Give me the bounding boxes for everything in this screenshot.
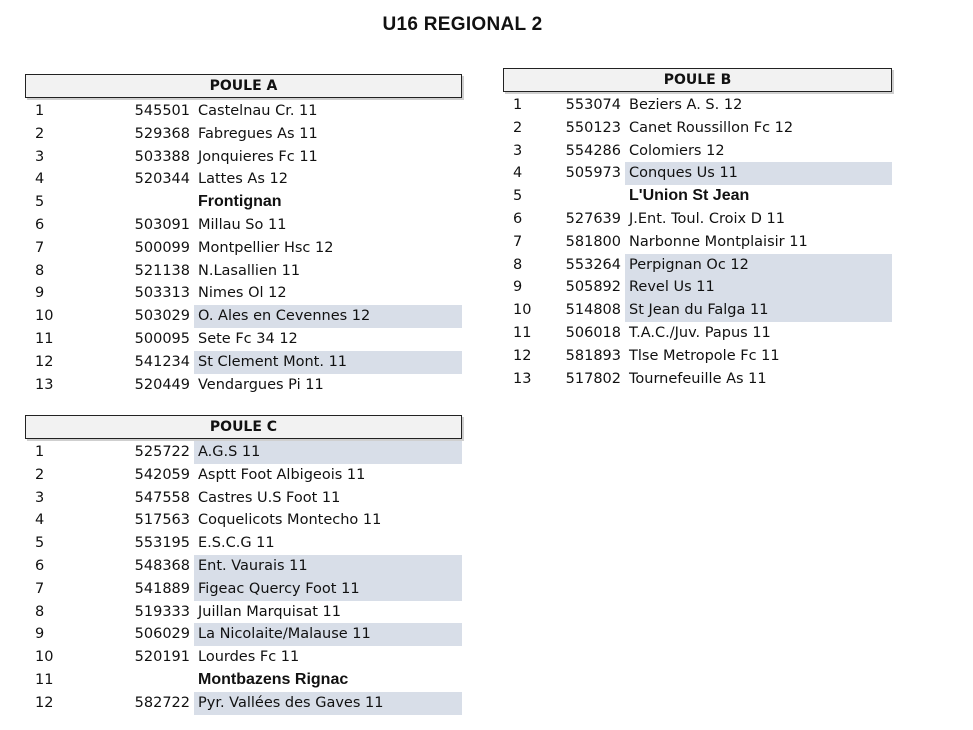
table-row xyxy=(25,260,462,283)
table-row xyxy=(503,345,892,368)
club-code: 514808 xyxy=(565,302,621,319)
row-number: 9 xyxy=(513,279,523,296)
row-number: 6 xyxy=(513,210,523,227)
club-code: 521138 xyxy=(134,262,190,279)
table-row xyxy=(25,555,462,578)
table-row xyxy=(25,351,462,374)
table-row xyxy=(25,374,462,397)
club-name: L'Union St Jean xyxy=(629,187,750,205)
club-code: 506029 xyxy=(134,626,190,643)
table-row xyxy=(503,368,892,391)
row-number: 10 xyxy=(513,302,532,319)
club-code: 550123 xyxy=(565,119,621,136)
club-code: 505892 xyxy=(565,279,621,296)
table-row xyxy=(503,254,892,277)
club-name: Lourdes Fc 11 xyxy=(198,649,300,666)
club-code: 519333 xyxy=(134,603,190,620)
row-number: 9 xyxy=(35,285,45,302)
table-row xyxy=(25,305,462,328)
club-code: 503091 xyxy=(134,216,190,233)
club-code: 541234 xyxy=(134,353,190,370)
row-number: 3 xyxy=(35,148,45,165)
club-code: 517563 xyxy=(134,512,190,529)
club-code: 553264 xyxy=(565,256,621,273)
club-name: Vendargues Pi 11 xyxy=(198,376,324,393)
table-row xyxy=(503,162,892,185)
table-row xyxy=(25,328,462,351)
table-row xyxy=(25,464,462,487)
club-code: 541889 xyxy=(134,580,190,597)
club-name: Castres U.S Foot 11 xyxy=(198,489,341,506)
club-name: Colomiers 12 xyxy=(629,142,725,159)
club-code: 500095 xyxy=(134,330,190,347)
table-row xyxy=(25,123,462,146)
club-name: Juillan Marquisat 11 xyxy=(198,603,341,620)
row-number: 1 xyxy=(35,444,45,460)
row-number: 13 xyxy=(35,376,54,393)
row-number: 11 xyxy=(35,330,54,347)
row-number: 8 xyxy=(35,262,45,279)
club-code: 503029 xyxy=(134,308,190,325)
club-name: Pyr. Vallées des Gaves 11 xyxy=(194,692,462,715)
club-name: Canet Roussillon Fc 12 xyxy=(629,119,794,136)
club-name: Coquelicots Montecho 11 xyxy=(198,512,382,529)
club-name: Lattes As 12 xyxy=(198,171,288,188)
club-code: 529368 xyxy=(134,125,190,142)
table-row xyxy=(25,214,462,237)
row-number: 4 xyxy=(35,171,45,188)
club-name: Castelnau Cr. 11 xyxy=(198,103,318,119)
row-number: 13 xyxy=(513,370,532,387)
table-row xyxy=(25,692,462,715)
table-row xyxy=(25,487,462,510)
club-name: St Clement Mont. 11 xyxy=(194,351,462,374)
table-row xyxy=(503,94,892,117)
table-row xyxy=(25,646,462,669)
row-number: 1 xyxy=(35,103,45,119)
table-row xyxy=(503,231,892,254)
table-row xyxy=(25,578,462,601)
club-name: Tournefeuille As 11 xyxy=(629,370,767,387)
row-number: 7 xyxy=(35,580,45,597)
club-name: St Jean du Falga 11 xyxy=(625,299,892,322)
poule-b-rows xyxy=(503,92,892,390)
row-number: 8 xyxy=(513,256,523,273)
club-code: 520449 xyxy=(134,376,190,393)
club-code: 548368 xyxy=(134,557,190,574)
row-number: 9 xyxy=(35,626,45,643)
club-name: Fabregues As 11 xyxy=(198,125,318,142)
club-code: 527639 xyxy=(565,210,621,227)
row-number: 2 xyxy=(35,125,45,142)
table-row xyxy=(503,276,892,299)
table-row xyxy=(25,146,462,169)
club-code: 517802 xyxy=(565,370,621,387)
club-name: Frontignan xyxy=(198,193,282,211)
row-number: 10 xyxy=(35,308,54,325)
row-number: 5 xyxy=(513,188,523,205)
club-name: Conques Us 11 xyxy=(625,162,892,185)
club-name: T.A.C./Juv. Papus 11 xyxy=(629,324,771,341)
club-code: 582722 xyxy=(134,694,190,711)
row-number: 2 xyxy=(513,119,523,136)
row-number: 8 xyxy=(35,603,45,620)
row-number: 7 xyxy=(513,233,523,250)
row-number: 6 xyxy=(35,216,45,233)
row-number: 11 xyxy=(35,671,54,688)
table-row xyxy=(25,191,462,214)
table-row xyxy=(25,509,462,532)
table-row xyxy=(503,140,892,163)
club-name: Narbonne Montplaisir 11 xyxy=(629,233,808,250)
club-name: Sete Fc 34 12 xyxy=(198,330,298,347)
club-name: Beziers A. S. 12 xyxy=(629,97,743,113)
club-name: Nimes Ol 12 xyxy=(198,285,287,302)
table-row xyxy=(503,117,892,140)
table-row xyxy=(503,299,892,322)
row-number: 5 xyxy=(35,194,45,211)
club-name: Jonquieres Fc 11 xyxy=(198,148,318,165)
row-number: 12 xyxy=(513,347,532,364)
club-name: Millau So 11 xyxy=(198,216,287,233)
row-number: 4 xyxy=(35,512,45,529)
row-number: 12 xyxy=(35,353,54,370)
row-number: 6 xyxy=(35,557,45,574)
club-name: La Nicolaite/Malause 11 xyxy=(194,623,462,646)
poule-b-table xyxy=(503,68,892,390)
club-name: Tlse Metropole Fc 11 xyxy=(629,347,780,364)
club-code: 553195 xyxy=(134,535,190,552)
row-number: 7 xyxy=(35,239,45,256)
club-name: Montpellier Hsc 12 xyxy=(198,239,334,256)
club-name: Revel Us 11 xyxy=(625,276,892,299)
club-name: A.G.S 11 xyxy=(194,441,462,464)
club-code: 520344 xyxy=(134,171,190,188)
poule-b-header: POULE B xyxy=(503,68,892,92)
row-number: 3 xyxy=(513,142,523,159)
table-row xyxy=(25,441,462,464)
page-title: U16 REGIONAL 2 xyxy=(382,14,543,35)
club-code: 505973 xyxy=(565,165,621,182)
poule-c-rows xyxy=(25,439,462,715)
club-code: 525722 xyxy=(134,444,190,460)
club-code: 581893 xyxy=(565,347,621,364)
club-code: 506018 xyxy=(565,324,621,341)
club-code: 554286 xyxy=(565,142,621,159)
table-row xyxy=(25,100,462,123)
club-name: O. Ales en Cevennes 12 xyxy=(194,305,462,328)
table-row xyxy=(25,532,462,555)
row-number: 4 xyxy=(513,165,523,182)
club-name: E.S.C.G 11 xyxy=(198,535,275,552)
club-code: 500099 xyxy=(134,239,190,256)
table-row xyxy=(25,669,462,692)
club-code: 581800 xyxy=(565,233,621,250)
table-row xyxy=(25,623,462,646)
poule-c-table xyxy=(25,415,462,715)
table-row xyxy=(25,601,462,624)
club-name: Ent. Vaurais 11 xyxy=(194,555,462,578)
row-number: 10 xyxy=(35,649,54,666)
club-code: 553074 xyxy=(565,97,621,113)
club-name: Asptt Foot Albigeois 11 xyxy=(198,466,366,483)
club-code: 542059 xyxy=(134,466,190,483)
poule-a-table xyxy=(25,74,462,396)
row-number: 3 xyxy=(35,489,45,506)
row-number: 12 xyxy=(35,694,54,711)
club-code: 545501 xyxy=(134,103,190,119)
table-row xyxy=(503,208,892,231)
row-number: 2 xyxy=(35,466,45,483)
table-row xyxy=(25,282,462,305)
club-name: Perpignan Oc 12 xyxy=(625,254,892,277)
table-row xyxy=(503,322,892,345)
row-number: 5 xyxy=(35,535,45,552)
club-code: 520191 xyxy=(134,649,190,666)
table-row xyxy=(25,168,462,191)
club-name: N.Lasallien 11 xyxy=(198,262,301,279)
club-code: 503313 xyxy=(134,285,190,302)
table-row xyxy=(25,237,462,260)
poule-a-rows xyxy=(25,98,462,396)
table-row xyxy=(503,185,892,208)
club-name: Montbazens Rignac xyxy=(198,670,349,688)
row-number: 1 xyxy=(513,97,523,113)
club-name: J.Ent. Toul. Croix D 11 xyxy=(629,210,785,227)
club-name: Figeac Quercy Foot 11 xyxy=(194,578,462,601)
club-code: 547558 xyxy=(134,489,190,506)
club-code: 503388 xyxy=(134,148,190,165)
poule-a-header: POULE A xyxy=(25,74,462,98)
row-number: 11 xyxy=(513,324,532,341)
poule-c-header: POULE C xyxy=(25,415,462,439)
